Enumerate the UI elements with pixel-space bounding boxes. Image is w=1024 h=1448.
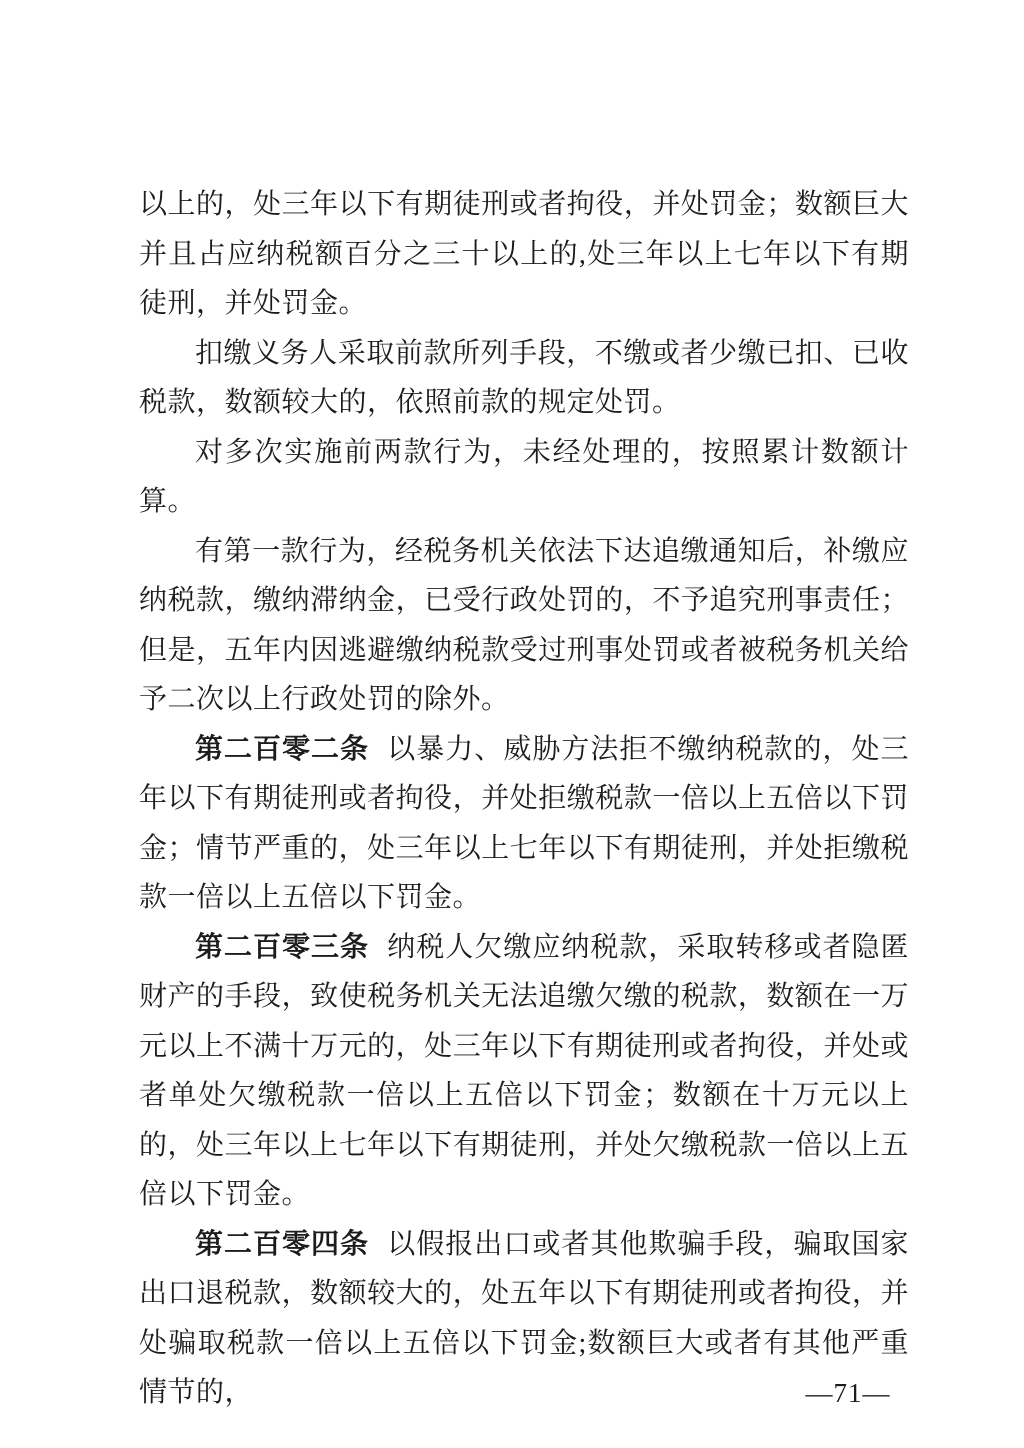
- article-number: 第二百零四条: [195, 1228, 370, 1260]
- page-number: —71—: [805, 1378, 891, 1408]
- article-paragraph: [139, 923, 909, 1220]
- paragraph: 扣缴义务人采取前款所列手段，不缴或者少缴已扣、已收税款，数额较大的，依照前款的规定处罚。: [139, 337, 909, 418]
- paragraph: 有第一款行为，经税务机关依法下达追缴通知后，补缴应纳税款，缴纳滞纳金，已受行政处罚的，不予追究刑事责任；但是，五年内因逃避缴纳税款受过刑事处罚或者被税务机关给予二次以上行政处罚的除外。: [139, 535, 909, 715]
- article-paragraph: [139, 725, 909, 923]
- body-text-block: [139, 180, 909, 1418]
- article-text: 以假报出口或者其他欺骗手段，骗取国家出口退税款，数额较大的，处五年以下有期徒刑或者拘役，并处骗取税款一倍以上五倍以下罚金;数额巨大或者有其他严重情节的，: [139, 1228, 909, 1408]
- article-text: 以暴力、威胁方法拒不缴纳税款的，处三年以下有期徒刑或者拘役，并处拒缴税款一倍以上五倍以下罚金；情节严重的，处三年以上七年以下有期徒刑，并处拒缴税款一倍以上五倍以下罚金。: [139, 733, 909, 913]
- article-number: 第二百零二条: [195, 733, 370, 765]
- article-number: 第二百零三条: [195, 931, 370, 963]
- paragraph: 对多次实施前两款行为，未经处理的，按照累计数额计算。: [139, 436, 909, 517]
- article-text: 纳税人欠缴应纳税款，采取转移或者隐匿财产的手段，致使税务机关无法追缴欠缴的税款，数额在一万元以上不满十万元的，处三年以下有期徒刑或者拘役，并处或者单处欠缴税款一倍以上五倍以下罚金；数额在十万元以上的，处三年以上七年以下有期徒刑，并处欠缴税款一倍以上五倍以下罚金。: [139, 931, 909, 1210]
- article-paragraph: [139, 1220, 909, 1418]
- paragraph-continuation: 以上的，处三年以下有期徒刑或者拘役，并处罚金；数额巨大并且占应纳税额百分之三十以上的,处三年以上七年以下有期徒刑，并处罚金。: [139, 189, 909, 319]
